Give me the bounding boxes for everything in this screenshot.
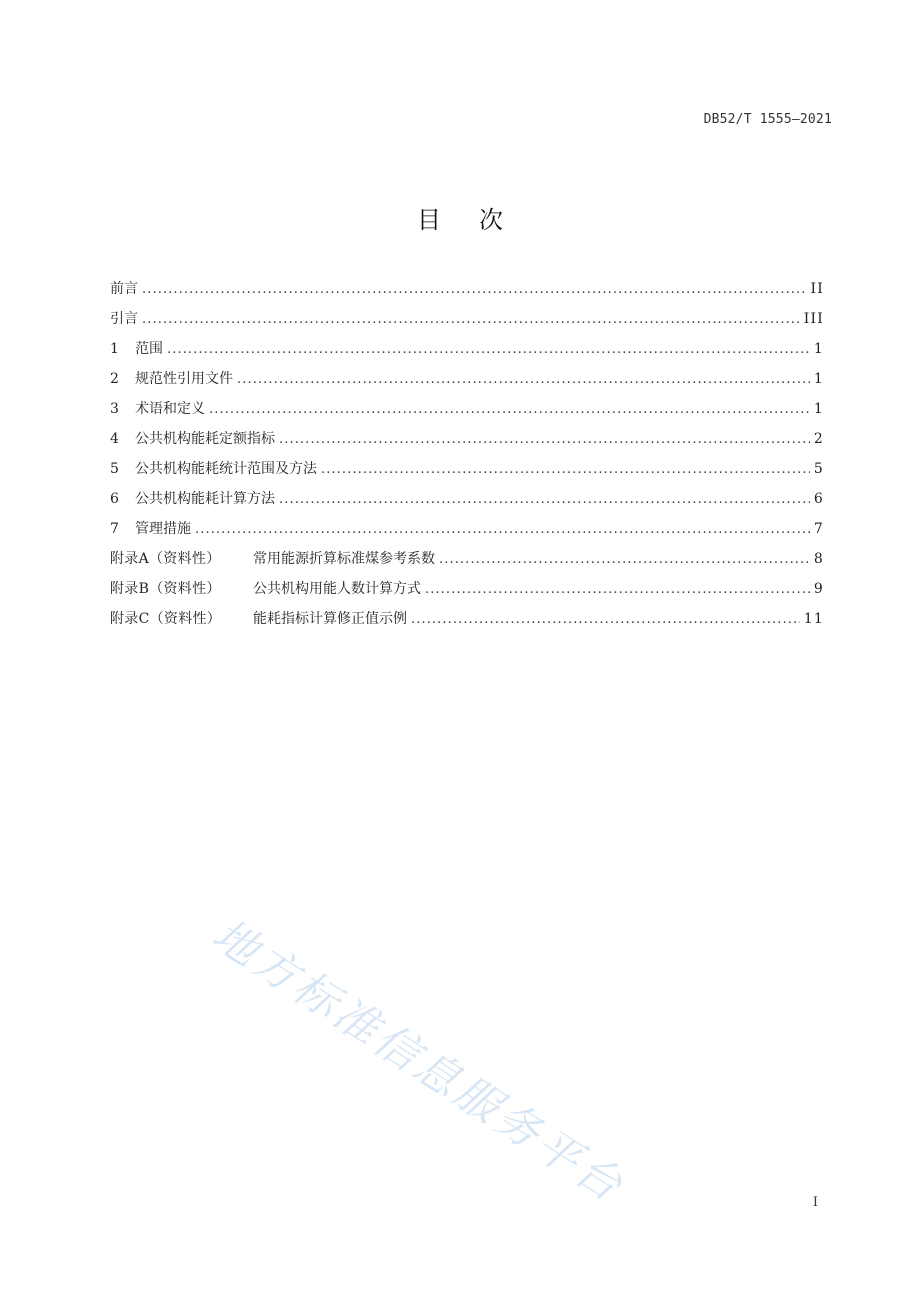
toc-entry-label: 引言 (110, 311, 138, 327)
toc-entry-page-number: 5 (813, 461, 824, 477)
toc-entry[interactable] (110, 458, 824, 488)
toc-entry-page-number: 2 (813, 431, 824, 447)
document-code: DB52/T 1555—2021 (703, 112, 832, 127)
toc-entry-leader-dots (167, 339, 810, 361)
toc-entry-page-number: 6 (813, 491, 824, 507)
toc-entry-label: 公共机构能耗计算方法 (135, 491, 275, 507)
toc-entry-appendix-prefix: 附录C（资料性） (110, 611, 222, 627)
toc-entry[interactable] (110, 608, 824, 638)
toc-entry-label: 公共机构用能人数计算方式 (253, 581, 421, 597)
toc-entry-leader-dots (142, 309, 800, 331)
toc-entry[interactable] (110, 428, 824, 458)
toc-entry-number: 3 (110, 401, 119, 417)
toc-entry-leader-dots (425, 579, 810, 601)
toc-entry[interactable] (110, 338, 824, 368)
toc-entry-leader-dots (439, 549, 810, 571)
toc-entry[interactable] (110, 278, 824, 308)
toc-entry-page-number: 9 (813, 581, 824, 597)
toc-entry-label: 能耗指标计算修正值示例 (253, 611, 407, 627)
toc-entry-number: 2 (110, 371, 119, 387)
toc-entry[interactable] (110, 578, 824, 608)
toc-entry-leader-dots (237, 369, 810, 391)
toc-entry-appendix-prefix: 附录B（资料性） (110, 581, 221, 597)
toc-entry-leader-dots (279, 429, 810, 451)
toc-entry-page-number: III (803, 311, 824, 327)
toc-entry-label: 术语和定义 (135, 401, 205, 417)
toc-entry-leader-dots (279, 489, 810, 511)
toc-entry[interactable] (110, 488, 824, 518)
toc-entry-leader-dots (411, 609, 800, 631)
toc-entry[interactable] (110, 398, 824, 428)
toc-entry[interactable] (110, 308, 824, 338)
toc-entry-label: 范围 (135, 341, 163, 357)
toc-entry-number: 4 (110, 431, 119, 447)
toc-entry-page-number: 1 (813, 341, 824, 357)
page-number: I (812, 1195, 818, 1210)
toc-entry-number: 1 (110, 341, 119, 357)
toc-entry[interactable] (110, 548, 824, 578)
toc-entry-number: 7 (110, 521, 119, 537)
toc-entry-label: 前言 (110, 281, 138, 297)
toc-entry-page-number: 8 (813, 551, 824, 567)
toc-entry[interactable] (110, 368, 824, 398)
toc-entry-leader-dots (209, 399, 810, 421)
toc-entry-label: 公共机构能耗统计范围及方法 (135, 461, 317, 477)
toc-entry-number: 6 (110, 491, 119, 507)
toc-entry-label: 管理措施 (135, 521, 191, 537)
toc-entry-leader-dots (195, 519, 810, 541)
table-of-contents (110, 278, 824, 638)
toc-entry[interactable] (110, 518, 824, 548)
toc-entry-page-number: 1 (813, 371, 824, 387)
toc-entry-number: 5 (110, 461, 119, 477)
page-title: 目次 (417, 206, 541, 234)
toc-entry-page-number: 11 (803, 611, 824, 627)
toc-entry-label: 公共机构能耗定额指标 (135, 431, 275, 447)
toc-entry-page-number: II (810, 281, 824, 297)
toc-entry-page-number: 7 (813, 521, 824, 537)
toc-entry-label: 常用能源折算标准煤参考系数 (253, 551, 435, 567)
toc-entry-appendix-prefix: 附录A（资料性） (110, 551, 221, 567)
toc-entry-page-number: 1 (813, 401, 824, 417)
watermark: 地方标准信息服务平台 (203, 909, 634, 1214)
toc-entry-leader-dots (321, 459, 810, 481)
toc-entry-label: 规范性引用文件 (135, 371, 233, 387)
toc-entry-leader-dots (142, 279, 807, 301)
